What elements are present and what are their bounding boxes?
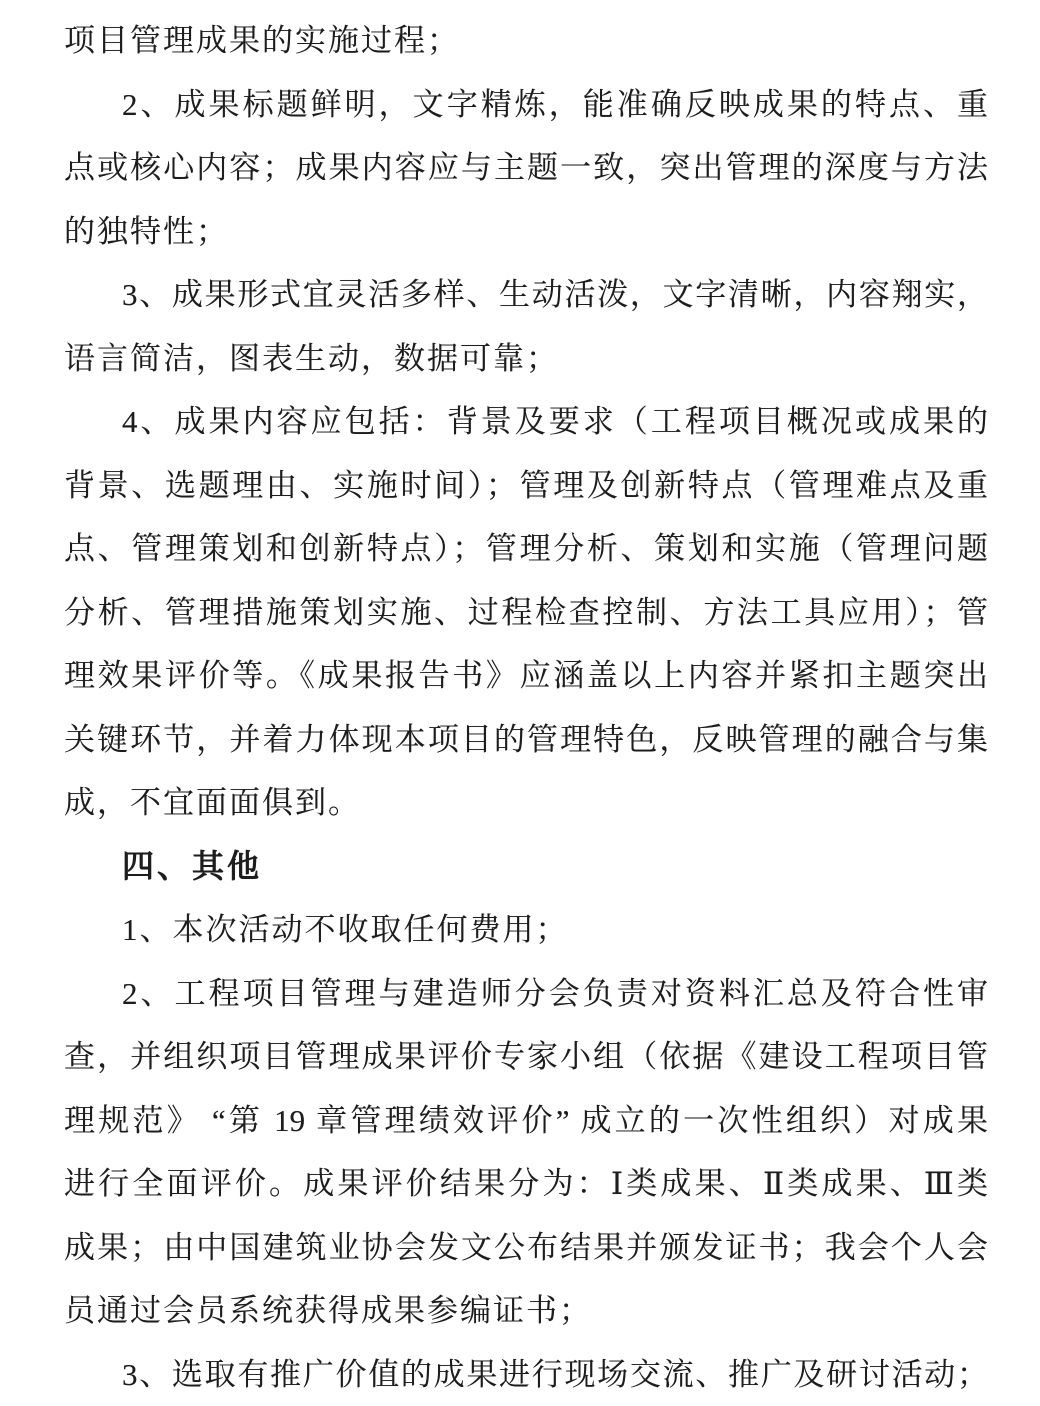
text-line: 点或核心内容；成果内容应与主题一致，突出管理的深度与方法: [64, 150, 988, 185]
text-line: 的独特性；: [64, 213, 229, 249]
text-line: 4、成果内容应包括：背景及要求（工程项目概况或成果的: [122, 404, 988, 439]
text-line: 查，并组织项目管理成果评价专家小组（依据《建设工程项目管: [64, 1039, 988, 1074]
text-line: 员通过会员系统获得成果参编证书；: [64, 1293, 592, 1328]
text-line: 进行全面评价。成果评价结果分为：Ⅰ类成果、Ⅱ类成果、Ⅲ类: [64, 1166, 988, 1201]
text-line: 理效果评价等。《成果报告书》应涵盖以上内容并紧扣主题突出: [64, 658, 988, 693]
text-line: 成，不宜面面俱到。: [64, 785, 361, 820]
section-heading: 四、其他: [122, 847, 263, 884]
text-line: 2、成果标题鲜明，文字精炼，能准确反映成果的特点、重: [122, 86, 988, 122]
text-line: 2、工程项目管理与建造师分会负责对资料汇总及符合性审: [122, 975, 988, 1011]
text-line: 3、选取有推广价值的成果进行现场交流、推广及研讨活动；: [122, 1356, 988, 1392]
document-text-block: [64, 9, 988, 1406]
text-line: 分析、管理措施策划实施、过程检查控制、方法工具应用）；管: [64, 594, 988, 630]
text-line: 3、成果形式宜灵活多样、生动活泼，文字清晰，内容翔实，: [122, 277, 988, 312]
text-line: 背景、选题理由、实施时间）；管理及创新特点（管理难点及重: [64, 467, 988, 503]
text-line: 语言简洁，图表生动，数据可靠；: [64, 340, 559, 376]
text-line: 理规范》 “第 19 章管理绩效评价” 成立的一次性组织）对成果: [64, 1102, 988, 1138]
text-line: 关键环节，并着力体现本项目的管理特色，反映管理的融合与集: [64, 721, 988, 757]
text-line: 成果；由中国建筑业协会发文公布结果并颁发证书；我会个人会: [64, 1229, 988, 1265]
text-line: 点、管理策划和创新特点）；管理分析、策划和实施（管理问题: [64, 531, 988, 566]
text-line: 项目管理成果的实施过程；: [64, 23, 460, 58]
text-line: 1、本次活动不收取任何费用；: [122, 912, 569, 947]
